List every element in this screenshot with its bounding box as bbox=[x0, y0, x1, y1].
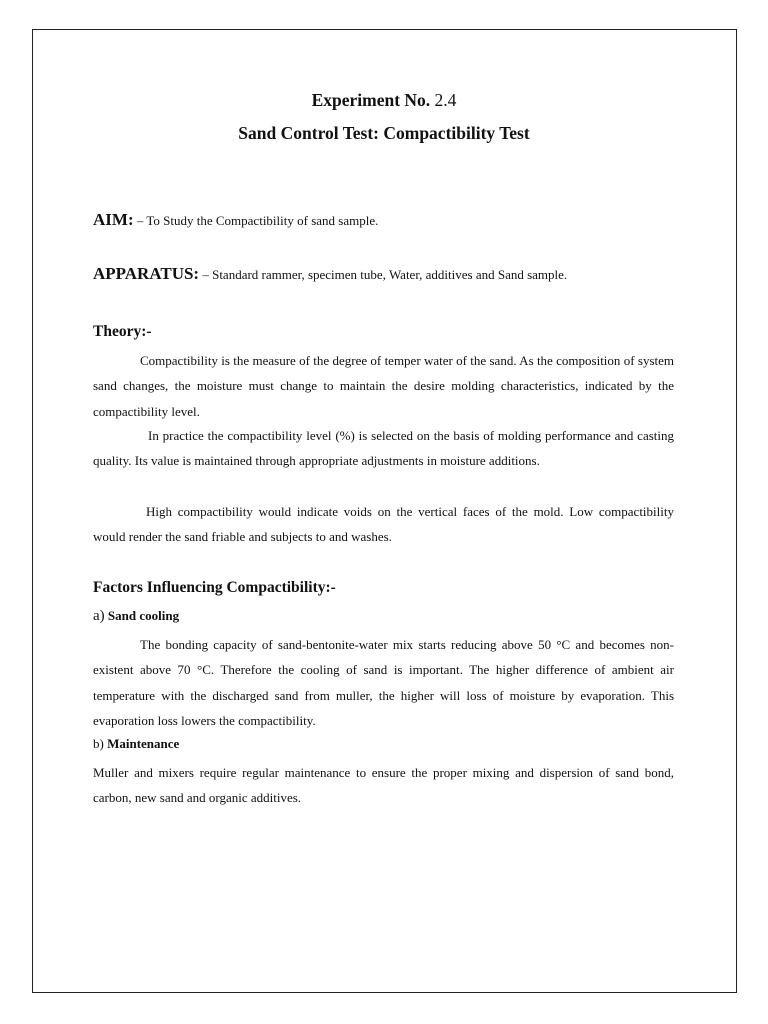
factor-letter: b) bbox=[93, 736, 104, 751]
factor-heading-maintenance bbox=[93, 736, 179, 752]
factor-paragraph-maintenance: Muller and mixers require regular maintenance to ensure the proper mixing and dispersion of sand bond, carbon, new sand and organic additives. bbox=[93, 765, 674, 806]
factors-heading: Factors Influencing Compactibility:- bbox=[93, 579, 336, 596]
experiment-subtitle: Sand Control Test: Compactibility Test bbox=[238, 123, 530, 143]
factor-paragraph-sand-cooling: The bonding capacity of sand-bentonite-water mix starts reducing above 50 °C and becomes non-existent above 70 °C. Therefore the cooling of sand is important. The higher difference of ambient air temperature with the discharged sand from muller, the higher will loss of moisture by evaporation. This evaporation loss lowers the compactibility. bbox=[93, 637, 674, 728]
aim-label: AIM: bbox=[93, 210, 134, 229]
experiment-title bbox=[0, 90, 768, 111]
theory-heading: Theory:- bbox=[93, 323, 152, 340]
aim-section bbox=[93, 210, 378, 230]
apparatus-section bbox=[93, 264, 567, 284]
apparatus-label: APPARATUS: bbox=[93, 264, 200, 283]
theory-paragraph: High compactibility would indicate voids on the vertical faces of the mold. Low compactibility would render the sand friable and subjects to and washes. bbox=[93, 504, 674, 545]
factor-title: Maintenance bbox=[107, 736, 180, 751]
experiment-number: 2.4 bbox=[434, 90, 457, 110]
factor-heading-sand-cooling bbox=[93, 608, 179, 625]
experiment-label: Experiment No. bbox=[311, 90, 431, 110]
theory-paragraph: In practice the compactibility level (%) is selected on the basis of molding performance and casting quality. Its value is maintained through appropriate adjustments in moisture additions. bbox=[93, 428, 674, 469]
factor-letter: a) bbox=[93, 608, 105, 624]
factor-title: Sand cooling bbox=[107, 608, 180, 623]
aim-text: – To Study the Compactibility of sand sample. bbox=[136, 213, 379, 228]
theory-paragraph: Compactibility is the measure of the degree of temper water of the sand. As the composition of system sand changes, the moisture must change to maintain the desire molding characteristics, indicated by the compactibility level. bbox=[93, 353, 674, 419]
apparatus-text: – Standard rammer, specimen tube, Water, additives and Sand sample. bbox=[202, 267, 568, 282]
